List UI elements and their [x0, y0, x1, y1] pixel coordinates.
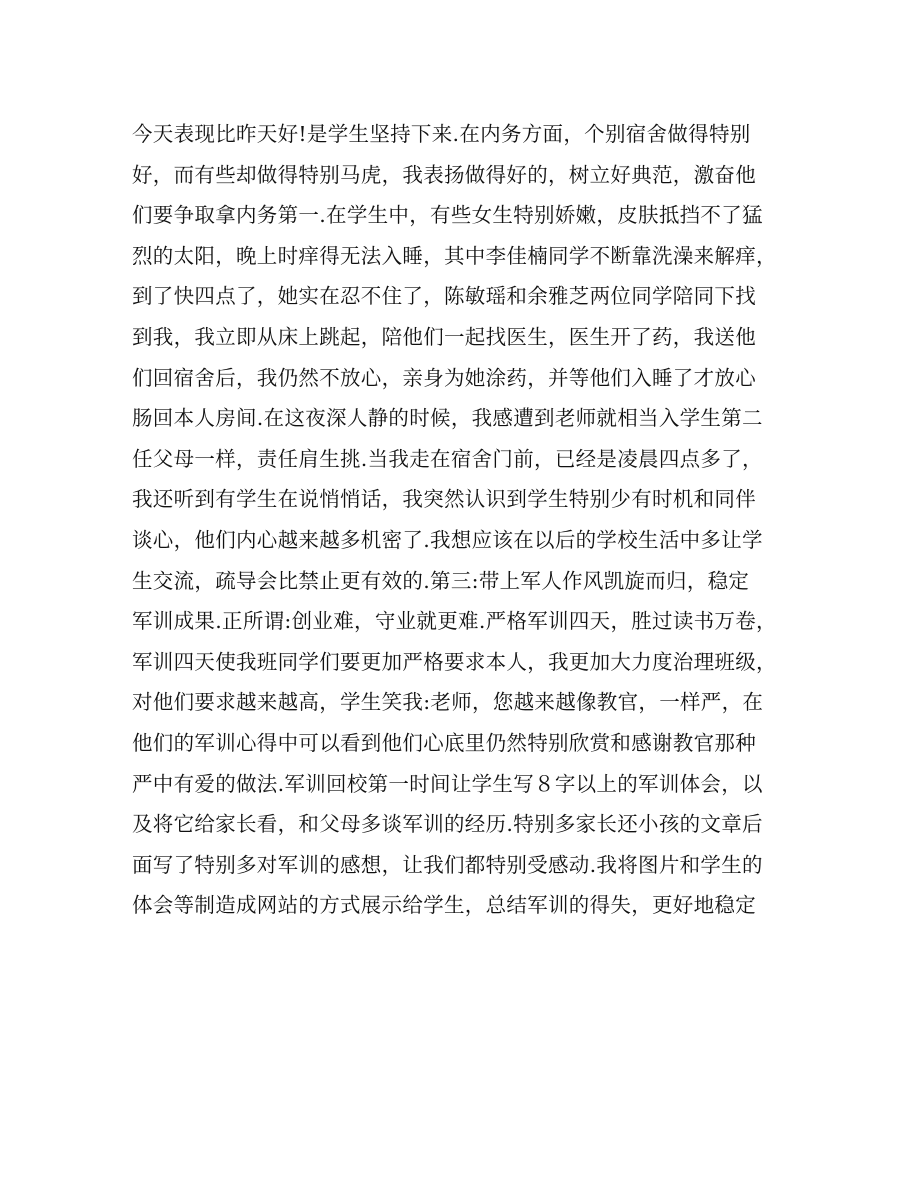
text-line: 任父母一样，责任肩生挑.当我走在宿舍门前，已经是凌晨四点多了， — [132, 446, 763, 471]
text-line: 谈心，他们内心越来越多机密了.我想应该在以后的学校生活中多让学 — [132, 527, 763, 552]
text-line: 到了快四点了，她实在忍不住了，陈敏瑶和余雅芝两位同学陪同下找 — [132, 284, 756, 309]
text-line: 到我，我立即从床上跳起，陪他们一起找医生，医生开了药，我送他 — [132, 324, 756, 349]
text-line: 生交流，疏导会比禁止更有效的.第三:带上军人作风凯旋而归，稳定 — [132, 568, 750, 593]
text-line: 今天表现比昨天好!是学生坚持下来.在内务方面，个别宿舍做得特别 — [132, 122, 751, 146]
text-line: 肠回本人房间.在这夜深人静的时候，我感遭到老师就相当入学生第二 — [132, 406, 763, 431]
text-line: 烈的太阳，晚上时痒得无法入睡，其中李佳楠同学不断靠洗澡来解痒， — [132, 243, 777, 268]
text-line: 及将它给家长看，和父母多谈军训的经历.特别多家长还小孩的文章后 — [132, 812, 763, 837]
text-line: 面写了特别多对军训的感想，让我们都特别受感动.我将图片和学生的 — [132, 852, 763, 877]
text-line: 军训四天使我班同学们要更加严格要求本人，我更加大力度治理班级， — [132, 649, 777, 674]
text-line: 严中有爱的做法.军训回校第一时间让学生写８字以上的军训体会，以 — [132, 771, 763, 796]
text-line: 们要争取拿内务第一.在学生中，有些女生特别娇嫩，皮肤抵挡不了猛 — [132, 203, 763, 228]
text-line: 他们的军训心得中可以看到他们心底里仍然特别欣赏和感谢教官那种 — [132, 730, 756, 755]
text-line: 好，而有些却做得特别马虎，我表扬做得好的，树立好典范，激奋他 — [132, 162, 756, 187]
text-line: 军训成果.正所谓:创业难，守业就更难.严格军训四天，胜过读书万卷， — [132, 609, 777, 634]
text-line: 们回宿舍后，我仍然不放心，亲身为她涂药，并等他们入睡了才放心 — [132, 365, 756, 390]
text-line: 体会等制造成网站的方式展示给学生，总结军训的得失，更好地稳定 — [132, 893, 756, 918]
text-line: 对他们要求越来越高，学生笑我:老师，您越来越像教官，一样严，在 — [132, 690, 764, 715]
body-text — [132, 114, 812, 926]
text-line: 我还听到有学生在说悄悄话，我突然认识到学生特别少有时机和同伴 — [132, 487, 756, 512]
